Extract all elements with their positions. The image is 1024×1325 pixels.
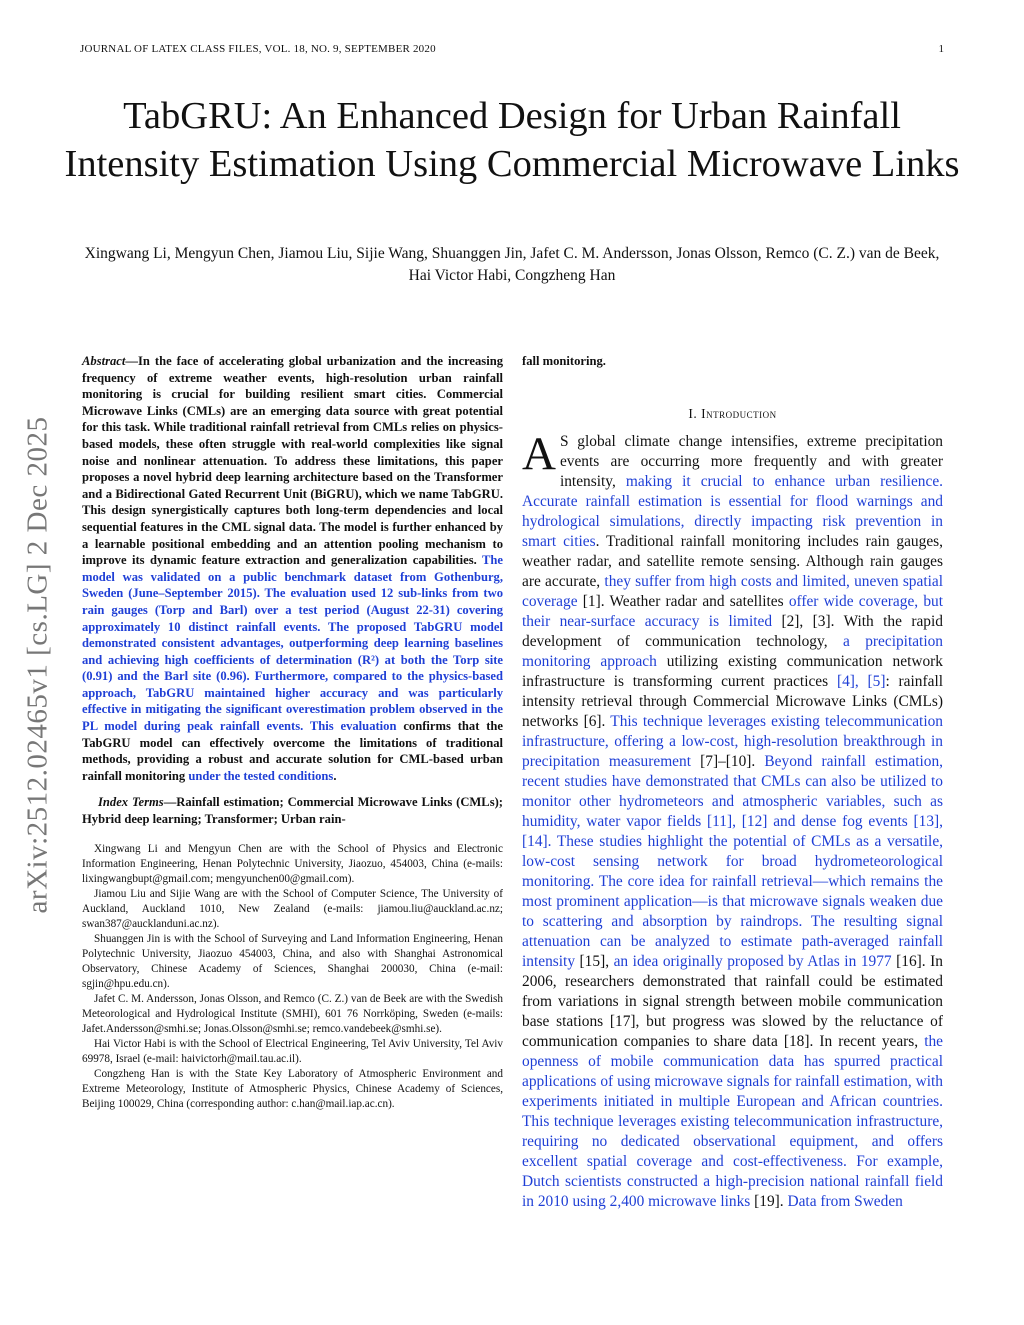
intro-highlight: a precipitation monitoring approach bbox=[522, 632, 943, 670]
affiliation-item: Hai Victor Habi is with the School of Electrical Engineering, Tel Aviv University, Tel Aviv 69978, Israel (e-mail: haivictorh@mail.tau.ac.il). bbox=[82, 1037, 503, 1065]
drop-cap: A bbox=[522, 427, 556, 480]
intro-highlight: This technique leverages existing telecommunication infrastructure, offering a low-cost, high-resolution breakthrough in precipitation measurement bbox=[522, 712, 943, 770]
intro-text: utilizing existing communication network infrastructure is transforming current practices bbox=[522, 652, 943, 690]
intro-text: [16]. In 2006, researchers demonstrated that rainfall could be estimated from variations in signal strength between mobile communication base stations [17], but progress was slowed by the reluctance of communication companies to share data [18]. In recent years, bbox=[522, 952, 944, 1050]
page-number: 1 bbox=[938, 43, 944, 55]
running-head: JOURNAL OF LATEX CLASS FILES, VOL. 18, NO. 9, SEPTEMBER 2020 bbox=[80, 43, 436, 55]
arxiv-stamp-text: arXiv:2512.02465v1 [cs.LG] 2 Dec 2025 bbox=[21, 416, 54, 914]
intro-highlight: making it crucial to enhance urban resilience. Accurate rainfall estimation is essential for flood warnings and hydrological simulations, directly impacting risk prevention in smart cities bbox=[522, 472, 943, 550]
abstract-lead: Abstract bbox=[82, 354, 126, 368]
affiliations bbox=[82, 842, 503, 1112]
author-list: Xingwang Li, Mengyun Chen, Jiamou Liu, Sijie Wang, Shuanggen Jin, Jafet C. M. Andersson, Jonas Olsson, Remco (C. Z.) van de Beek, Hai Victor Habi, Congzheng Han bbox=[84, 245, 940, 284]
section-heading-introduction bbox=[522, 406, 943, 422]
affiliation-item: Shuanggen Jin is with the School of Surveying and Land Information Engineering, Henan Polytechnic University, Jiaozuo 454003, China, and also with Shanghai Astronomical Observatory, Chinese Academy of Sciences, Shanghai 200030, China (e-mail: sgjin@hpu.edu.cn). bbox=[82, 932, 503, 990]
index-terms-lead: Index Terms bbox=[98, 795, 164, 810]
index-terms-text: —Rainfall estimation; Commercial Microwave Links (CMLs); Hybrid deep learning; Transformer; Urban rain- bbox=[82, 795, 503, 827]
abstract bbox=[82, 353, 503, 784]
abstract-text-4-highlight: under the tested conditions bbox=[188, 768, 334, 783]
left-column bbox=[82, 353, 503, 1112]
affiliation-item: Jafet C. M. Andersson, Jonas Olsson, and Remco (C. Z.) van de Beek are with the Swedish Meteorological and Hydrological Institute (SMHI), 601 76 Norrköping, Sweden (e-mails: Jafet.Andersson@smhi.se; Jonas.Olsson@smhi.se; remco.vandebeek@smhi.se). bbox=[82, 992, 503, 1035]
right-column bbox=[522, 353, 943, 1212]
abstract-text-1: —In the face of accelerating global urbanization and the increasing frequency of extreme weather events, high-resolution urban rainfall monitoring is crucial for building resilient smart cities. Commercial Microwave Links (CMLs) are an emerging data source with great potential for this task. While traditional rainfall retrieval from CMLs relies on physics-based models, these often struggle with real-world complexities like signal noise and nonlinear attenuation. To address these limitations, this paper proposes a novel hybrid deep learning architecture based on the Transformer and a Bidirectional Gated Recurrent Unit (BiGRU), which we name TabGRU. This design synergistically captures both long-term dependencies and local sequential features in the CML signal data. The model is further enhanced by a learnable positional embedding and an attention pooling mechanism to improve its dynamic feature extraction and generalization capabilities. bbox=[82, 354, 503, 568]
introduction-paragraph bbox=[522, 427, 944, 1212]
index-terms bbox=[82, 794, 503, 827]
intro-highlight: they suffer from high costs and limited, uneven spatial coverage bbox=[522, 572, 943, 610]
abstract-text-5: . bbox=[333, 768, 337, 783]
affiliation-item: Congzheng Han is with the State Key Laboratory of Atmospheric Environment and Extreme Meteorology, Institute of Atmospheric Physics, Chinese Academy of Sciences, Beijing 100029, China (corresponding author: c.han@mail.iap.ac.cn). bbox=[82, 1067, 503, 1110]
intro-highlight: offer wide coverage, but their near-surface accuracy is limited bbox=[522, 592, 943, 630]
intro-text: [19]. bbox=[750, 1192, 788, 1210]
section-title: Introduction bbox=[701, 405, 777, 421]
intro-text: [1]. Weather radar and satellites bbox=[577, 592, 789, 610]
section-number: I. bbox=[688, 405, 698, 421]
intro-text: [7]–[10]. bbox=[690, 752, 765, 770]
intro-highlight: the openness of mobile communication data has spurred practical applications of using microwave signals for rainfall estimation, with experiments initiated in multiple European and African countries. This technique leverages existing telecommunication infrastructure, requiring no dedicated observational equipment, and offers excellent spatial coverage and cost-effectiveness. For example, Dutch scientists constructed a high-precision national rainfall field in 2010 using 2,400 microwave links bbox=[522, 1032, 943, 1210]
intro-text: . Traditional rainfall monitoring includes rain gauges, weather radar, and satellite remote sensing. Although rain gauges are accurate, bbox=[522, 532, 943, 590]
intro-text: S global climate change intensifies, extreme precipitation events are occurring more frequently and with greater intensity, bbox=[559, 432, 943, 490]
arxiv-stamp bbox=[18, 380, 58, 950]
intro-highlight: Data from Sweden bbox=[787, 1192, 903, 1210]
intro-highlight: [4], [5] bbox=[836, 672, 886, 690]
paper-title: TabGRU: An Enhanced Design for Urban Rainfall Intensity Estimation Using Commercial Microwave Links bbox=[64, 95, 960, 185]
intro-text: : rainfall intensity retrieval through Commercial Microwave Links (CMLs) networks [6]. bbox=[522, 672, 943, 730]
affiliation-item: Jiamou Liu and Sijie Wang are with the School of Computer Science, The University of Auckland, Auckland 1010, New Zealand (e-mails: jiamou.liu@auckland.ac.nz; swan387@aucklanduni.ac.nz). bbox=[82, 887, 503, 930]
intro-text: [2], [3]. With the rapid development of communication technology, bbox=[522, 612, 943, 650]
index-terms-continuation: fall monitoring. bbox=[522, 354, 606, 368]
intro-text: [15], bbox=[575, 952, 614, 970]
abstract-text-3: confirms that the TabGRU model can effectively overcome the limitations of traditional methods, providing a robust and accurate solution for CML-based urban rainfall monitoring bbox=[82, 719, 503, 783]
intro-highlight: Beyond rainfall estimation, recent studies have demonstrated that CMLs can also be utilized to monitor other hydrometeors and atmospheric variables, such as humidity, water vapor fields [11], [12] and dense fog events [13], [14]. These studies highlight the potential of CMLs as a versatile, low-cost sensing network for broad hydrometeorological monitoring. The core idea for rainfall retrieval—which remains the most prominent application—is that microwave signals weaken due to scattering and absorption by raindrops. The resulting signal attenuation can be analyzed to estimate path-averaged rainfall intensity bbox=[522, 752, 943, 970]
affiliation-item: Xingwang Li and Mengyun Chen are with the School of Physics and Electronic Information Engineering, Henan Polytechnic University, Jiaozuo, 454003, China (e-mails: lixingwangbupt@gmail.com; mengyunchen00@gmail.com). bbox=[82, 842, 503, 885]
abstract-text-2-highlight: The model was validated on a public benchmark dataset from Gothenburg, Sweden (June–September 2015). The evaluation used 12 sub-links from two rain gauges (Torp and Barl) over a test period (August 22-31) covering approximately 10 distinct rainfall events. The proposed TabGRU model demonstrated consistent advantages, outperforming deep learning baselines and achieving high coefficients of determination (R²) at both the Torp site (0.91) and the Barl site (0.96). Furthermore, compared to the physics-based approach, TabGRU maintained higher accuracy and was particularly effective in mitigating the significant overestimation problem observed in the PL model during peak rainfall events. This evaluation bbox=[82, 553, 503, 734]
intro-highlight: an idea originally proposed by Atlas in 1977 bbox=[613, 952, 892, 970]
